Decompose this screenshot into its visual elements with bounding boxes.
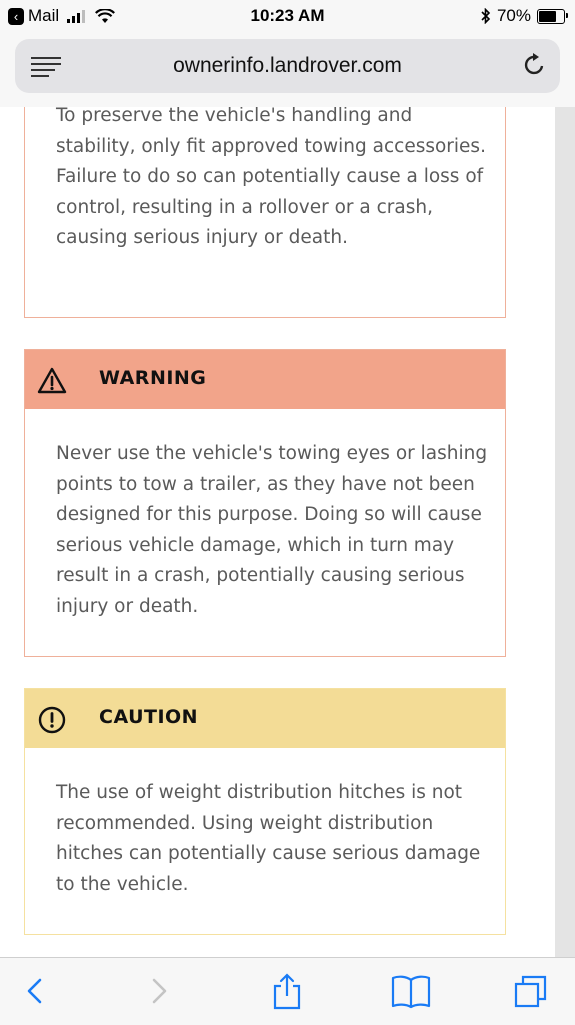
warning-text: Never use the vehicle's towing eyes or lashing points to tow a trailer, as they have not been designed for this purpose. Doing so will cause serious vehicle damage, which in turn may result in a crash, potentially causing serious injury or death. <box>56 443 488 617</box>
address-field[interactable] <box>15 39 560 93</box>
warning-title: WARNING <box>99 367 207 389</box>
share-icon[interactable] <box>269 972 305 1010</box>
battery-percent: 70% <box>496 6 531 25</box>
page-content <box>0 107 555 957</box>
back-arrow-icon[interactable] <box>18 972 54 1010</box>
warning-header <box>25 350 505 409</box>
caution-box <box>24 688 506 935</box>
caution-title: CAUTION <box>99 706 199 728</box>
bluetooth-icon <box>481 8 491 24</box>
warning-triangle-icon <box>37 366 67 396</box>
caution-text: The use of weight distribution hitches is not recommended. Using weight distribution hitches can potentially cause serious damage to the vehicle. <box>56 782 481 895</box>
notice-text: To preserve the vehicle's handling and stability, only fit approved towing accessories. Failure to do so can potentially cause a loss of control, resulting in a rollover or a crash, causing serious injury or death. <box>56 107 486 249</box>
scrollbar[interactable] <box>555 107 575 957</box>
back-app-label[interactable]: Mail <box>28 6 60 25</box>
caution-header <box>25 689 505 748</box>
status-time: 10:23 AM <box>250 6 325 25</box>
browser-url-bar <box>0 32 575 107</box>
battery-icon <box>537 9 565 24</box>
url-text[interactable]: ownerinfo.landrover.com <box>173 54 402 77</box>
notice-box <box>24 107 506 318</box>
tabs-icon[interactable] <box>513 972 549 1010</box>
forward-arrow-icon[interactable] <box>140 972 176 1010</box>
browser-toolbar <box>0 957 575 1025</box>
bookmarks-book-icon[interactable] <box>390 972 432 1010</box>
back-to-app-icon[interactable]: ‹ <box>8 8 24 25</box>
status-bar <box>0 0 575 32</box>
status-right <box>481 6 565 26</box>
exclamation-circle-icon <box>37 705 67 735</box>
warning-box <box>24 349 506 657</box>
reload-icon[interactable] <box>522 52 548 78</box>
